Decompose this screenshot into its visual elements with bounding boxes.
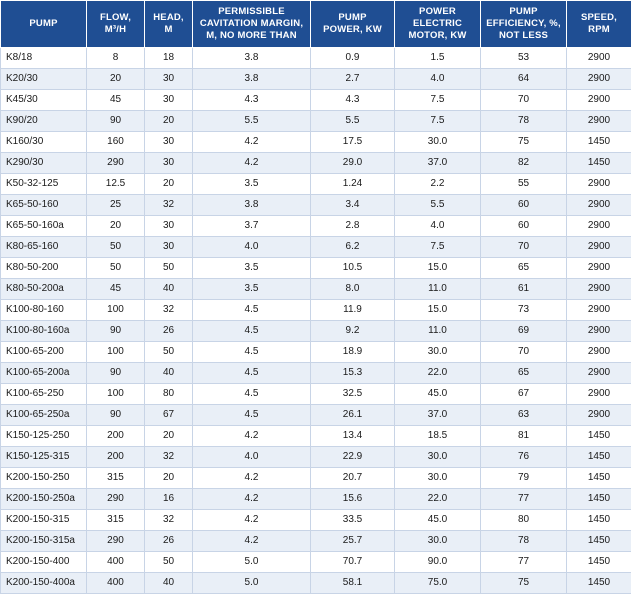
data-cell: 29.0 [311, 152, 395, 173]
column-header-line: SPEED, [581, 12, 617, 23]
data-cell: 2900 [567, 47, 631, 68]
data-cell: 2900 [567, 236, 631, 257]
data-cell: 11.0 [395, 320, 481, 341]
pump-model-cell: K90/20 [1, 110, 87, 131]
data-cell: 4.2 [193, 509, 311, 530]
data-cell: 3.8 [193, 194, 311, 215]
data-cell: 26.1 [311, 404, 395, 425]
data-cell: 4.0 [395, 68, 481, 89]
table-row [1, 47, 631, 68]
data-cell: 1450 [567, 530, 631, 551]
data-cell: 1.24 [311, 173, 395, 194]
data-cell: 9.2 [311, 320, 395, 341]
data-cell: 63 [481, 404, 567, 425]
data-cell: 30.0 [395, 341, 481, 362]
column-header-3 [193, 1, 311, 48]
data-cell: 3.8 [193, 68, 311, 89]
data-cell: 1450 [567, 572, 631, 593]
pump-model-cell: K50-32-125 [1, 173, 87, 194]
data-cell: 290 [87, 152, 145, 173]
data-cell: 1450 [567, 551, 631, 572]
data-cell: 80 [481, 509, 567, 530]
data-cell: 2900 [567, 278, 631, 299]
data-cell: 18.9 [311, 341, 395, 362]
data-cell: 3.8 [193, 47, 311, 68]
data-cell: 90.0 [395, 551, 481, 572]
data-cell: 90 [87, 110, 145, 131]
data-cell: 61 [481, 278, 567, 299]
data-cell: 30 [145, 152, 193, 173]
table-row [1, 152, 631, 173]
data-cell: 60 [481, 194, 567, 215]
data-cell: 5.0 [193, 551, 311, 572]
column-header-line: RPM [588, 24, 610, 35]
column-header-5 [395, 1, 481, 48]
data-cell: 2900 [567, 89, 631, 110]
data-cell: 30.0 [395, 530, 481, 551]
data-cell: 45.0 [395, 509, 481, 530]
data-cell: 2900 [567, 194, 631, 215]
data-cell: 1450 [567, 488, 631, 509]
data-cell: 15.6 [311, 488, 395, 509]
data-cell: 3.5 [193, 257, 311, 278]
data-cell: 75.0 [395, 572, 481, 593]
data-cell: 75 [481, 572, 567, 593]
table-row [1, 509, 631, 530]
table-body [1, 47, 631, 593]
data-cell: 3.5 [193, 173, 311, 194]
table-row [1, 467, 631, 488]
data-cell: 69 [481, 320, 567, 341]
table-row [1, 110, 631, 131]
data-cell: 4.5 [193, 299, 311, 320]
data-cell: 2900 [567, 299, 631, 320]
pump-model-cell: K100-65-200a [1, 362, 87, 383]
data-cell: 2900 [567, 383, 631, 404]
table-row [1, 320, 631, 341]
data-cell: 81 [481, 425, 567, 446]
data-cell: 55 [481, 173, 567, 194]
column-header-line: M, NO MORE THAN [206, 30, 297, 41]
data-cell: 79 [481, 467, 567, 488]
data-cell: 2900 [567, 68, 631, 89]
data-cell: 90 [87, 320, 145, 341]
data-cell: 70 [481, 236, 567, 257]
column-header-line: POWER [419, 6, 456, 17]
data-cell: 53 [481, 47, 567, 68]
data-cell: 20 [87, 68, 145, 89]
data-cell: 4.2 [193, 530, 311, 551]
data-cell: 22.0 [395, 488, 481, 509]
data-cell: 90 [87, 404, 145, 425]
table-row [1, 362, 631, 383]
pump-model-cell: K65-50-160a [1, 215, 87, 236]
table-row [1, 572, 631, 593]
data-cell: 8.0 [311, 278, 395, 299]
data-cell: 80 [145, 383, 193, 404]
data-cell: 30 [145, 215, 193, 236]
data-cell: 32 [145, 194, 193, 215]
table-row [1, 530, 631, 551]
data-cell: 100 [87, 341, 145, 362]
data-cell: 65 [481, 257, 567, 278]
pump-model-cell: K200-150-315 [1, 509, 87, 530]
table-row [1, 383, 631, 404]
data-cell: 26 [145, 320, 193, 341]
data-cell: 290 [87, 530, 145, 551]
column-header-line: M³/H [105, 24, 126, 35]
table-row [1, 341, 631, 362]
data-cell: 11.9 [311, 299, 395, 320]
data-cell: 82 [481, 152, 567, 173]
data-cell: 4.2 [193, 488, 311, 509]
data-cell: 4.2 [193, 425, 311, 446]
data-cell: 3.4 [311, 194, 395, 215]
data-cell: 67 [145, 404, 193, 425]
data-cell: 18 [145, 47, 193, 68]
data-cell: 1450 [567, 425, 631, 446]
column-header-line: CAVITATION MARGIN, [200, 18, 303, 29]
data-cell: 3.5 [193, 278, 311, 299]
table-row [1, 131, 631, 152]
pump-model-cell: K45/30 [1, 89, 87, 110]
data-cell: 65 [481, 362, 567, 383]
data-cell: 6.2 [311, 236, 395, 257]
data-cell: 1450 [567, 131, 631, 152]
pump-model-cell: K80-50-200 [1, 257, 87, 278]
data-cell: 40 [145, 278, 193, 299]
data-cell: 50 [145, 341, 193, 362]
data-cell: 315 [87, 509, 145, 530]
pump-model-cell: K150-125-315 [1, 446, 87, 467]
data-cell: 77 [481, 551, 567, 572]
data-cell: 2.7 [311, 68, 395, 89]
data-cell: 30.0 [395, 446, 481, 467]
data-cell: 17.5 [311, 131, 395, 152]
data-cell: 4.3 [311, 89, 395, 110]
column-header-line: HEAD, [153, 12, 184, 23]
table-row [1, 89, 631, 110]
data-cell: 25 [87, 194, 145, 215]
data-cell: 30 [145, 131, 193, 152]
column-header-6 [481, 1, 567, 48]
data-cell: 100 [87, 383, 145, 404]
data-cell: 30.0 [395, 131, 481, 152]
data-cell: 2900 [567, 173, 631, 194]
pump-model-cell: K200-150-400 [1, 551, 87, 572]
data-cell: 2900 [567, 404, 631, 425]
table-row [1, 404, 631, 425]
column-header-1 [87, 1, 145, 48]
table-row [1, 194, 631, 215]
data-cell: 50 [87, 236, 145, 257]
data-cell: 13.4 [311, 425, 395, 446]
data-cell: 4.5 [193, 362, 311, 383]
data-cell: 50 [145, 551, 193, 572]
pump-model-cell: K200-150-250a [1, 488, 87, 509]
data-cell: 2900 [567, 320, 631, 341]
table-row [1, 68, 631, 89]
data-cell: 4.3 [193, 89, 311, 110]
pump-model-cell: K200-150-400a [1, 572, 87, 593]
data-cell: 4.5 [193, 320, 311, 341]
data-cell: 20 [87, 215, 145, 236]
pump-model-cell: K8/18 [1, 47, 87, 68]
column-header-line: PERMISSIBLE [218, 6, 285, 17]
data-cell: 37.0 [395, 152, 481, 173]
pump-model-cell: K80-50-200a [1, 278, 87, 299]
data-cell: 2.8 [311, 215, 395, 236]
column-header-line: FLOW, [100, 12, 131, 23]
data-cell: 1.5 [395, 47, 481, 68]
data-cell: 4.2 [193, 131, 311, 152]
data-cell: 32 [145, 509, 193, 530]
data-cell: 2900 [567, 341, 631, 362]
data-cell: 15.3 [311, 362, 395, 383]
data-cell: 1450 [567, 152, 631, 173]
pump-model-cell: K100-80-160a [1, 320, 87, 341]
column-header-line: PUMP [509, 6, 537, 17]
data-cell: 12.5 [87, 173, 145, 194]
data-cell: 78 [481, 110, 567, 131]
data-cell: 22.0 [395, 362, 481, 383]
data-cell: 3.7 [193, 215, 311, 236]
data-cell: 67 [481, 383, 567, 404]
data-cell: 70 [481, 89, 567, 110]
table-row [1, 278, 631, 299]
data-cell: 4.0 [193, 446, 311, 467]
column-header-line: PUMP [338, 12, 366, 23]
data-cell: 10.5 [311, 257, 395, 278]
data-cell: 2900 [567, 257, 631, 278]
data-cell: 7.5 [395, 89, 481, 110]
table-row [1, 215, 631, 236]
data-cell: 0.9 [311, 47, 395, 68]
data-cell: 76 [481, 446, 567, 467]
pump-model-cell: K160/30 [1, 131, 87, 152]
data-cell: 45.0 [395, 383, 481, 404]
pump-model-cell: K200-150-315a [1, 530, 87, 551]
pump-model-cell: K100-65-250 [1, 383, 87, 404]
data-cell: 200 [87, 446, 145, 467]
column-header-line: MOTOR, KW [408, 30, 466, 41]
data-cell: 50 [145, 257, 193, 278]
pump-model-cell: K80-65-160 [1, 236, 87, 257]
header-row [1, 1, 631, 48]
pump-model-cell: K100-80-160 [1, 299, 87, 320]
data-cell: 5.5 [193, 110, 311, 131]
data-cell: 15.0 [395, 257, 481, 278]
data-cell: 5.5 [311, 110, 395, 131]
data-cell: 400 [87, 551, 145, 572]
data-cell: 290 [87, 488, 145, 509]
table-row [1, 551, 631, 572]
data-cell: 45 [87, 89, 145, 110]
data-cell: 11.0 [395, 278, 481, 299]
data-cell: 200 [87, 425, 145, 446]
data-cell: 58.1 [311, 572, 395, 593]
data-cell: 45 [87, 278, 145, 299]
data-cell: 15.0 [395, 299, 481, 320]
data-cell: 30 [145, 68, 193, 89]
data-cell: 90 [87, 362, 145, 383]
pump-model-cell: K65-50-160 [1, 194, 87, 215]
data-cell: 40 [145, 572, 193, 593]
table-row [1, 173, 631, 194]
data-cell: 18.5 [395, 425, 481, 446]
column-header-line: EFFICIENCY, %, [486, 18, 561, 29]
table-row [1, 299, 631, 320]
data-cell: 30.0 [395, 467, 481, 488]
column-header-0 [1, 1, 87, 48]
data-cell: 32.5 [311, 383, 395, 404]
pump-model-cell: K100-65-250a [1, 404, 87, 425]
data-cell: 20 [145, 173, 193, 194]
data-cell: 7.5 [395, 236, 481, 257]
column-header-line: POWER, KW [323, 24, 382, 35]
data-cell: 32 [145, 299, 193, 320]
pump-model-cell: K200-150-250 [1, 467, 87, 488]
data-cell: 4.2 [193, 152, 311, 173]
data-cell: 70.7 [311, 551, 395, 572]
data-cell: 4.2 [193, 467, 311, 488]
data-cell: 4.5 [193, 404, 311, 425]
data-cell: 25.7 [311, 530, 395, 551]
data-cell: 32 [145, 446, 193, 467]
data-cell: 1450 [567, 467, 631, 488]
data-cell: 73 [481, 299, 567, 320]
column-header-7 [567, 1, 631, 48]
data-cell: 4.0 [193, 236, 311, 257]
data-cell: 400 [87, 572, 145, 593]
data-cell: 33.5 [311, 509, 395, 530]
data-cell: 30 [145, 236, 193, 257]
table-row [1, 446, 631, 467]
column-header-line: M [164, 24, 172, 35]
table-header [1, 1, 631, 48]
data-cell: 2.2 [395, 173, 481, 194]
column-header-line: NOT LESS [499, 30, 548, 41]
data-cell: 100 [87, 299, 145, 320]
data-cell: 5.0 [193, 572, 311, 593]
table-row [1, 425, 631, 446]
data-cell: 77 [481, 488, 567, 509]
data-cell: 50 [87, 257, 145, 278]
data-cell: 20 [145, 110, 193, 131]
data-cell: 7.5 [395, 110, 481, 131]
data-cell: 4.5 [193, 341, 311, 362]
table-row [1, 257, 631, 278]
data-cell: 64 [481, 68, 567, 89]
data-cell: 4.5 [193, 383, 311, 404]
column-header-2 [145, 1, 193, 48]
data-cell: 75 [481, 131, 567, 152]
pump-model-cell: K290/30 [1, 152, 87, 173]
data-cell: 70 [481, 341, 567, 362]
column-header-4 [311, 1, 395, 48]
pump-model-cell: K100-65-200 [1, 341, 87, 362]
data-cell: 40 [145, 362, 193, 383]
data-cell: 315 [87, 467, 145, 488]
data-cell: 20 [145, 425, 193, 446]
data-cell: 160 [87, 131, 145, 152]
column-header-line: ELECTRIC [413, 18, 462, 29]
data-cell: 26 [145, 530, 193, 551]
data-cell: 22.9 [311, 446, 395, 467]
data-cell: 4.0 [395, 215, 481, 236]
data-cell: 5.5 [395, 194, 481, 215]
data-cell: 1450 [567, 446, 631, 467]
pump-model-cell: K20/30 [1, 68, 87, 89]
data-cell: 2900 [567, 110, 631, 131]
pump-model-cell: K150-125-250 [1, 425, 87, 446]
table-row [1, 488, 631, 509]
data-cell: 8 [87, 47, 145, 68]
data-cell: 1450 [567, 509, 631, 530]
data-cell: 2900 [567, 362, 631, 383]
column-header-line: PUMP [29, 18, 57, 29]
data-cell: 37.0 [395, 404, 481, 425]
data-cell: 20 [145, 467, 193, 488]
data-cell: 60 [481, 215, 567, 236]
data-cell: 30 [145, 89, 193, 110]
data-cell: 16 [145, 488, 193, 509]
data-cell: 78 [481, 530, 567, 551]
data-cell: 2900 [567, 215, 631, 236]
data-cell: 20.7 [311, 467, 395, 488]
table-row [1, 236, 631, 257]
